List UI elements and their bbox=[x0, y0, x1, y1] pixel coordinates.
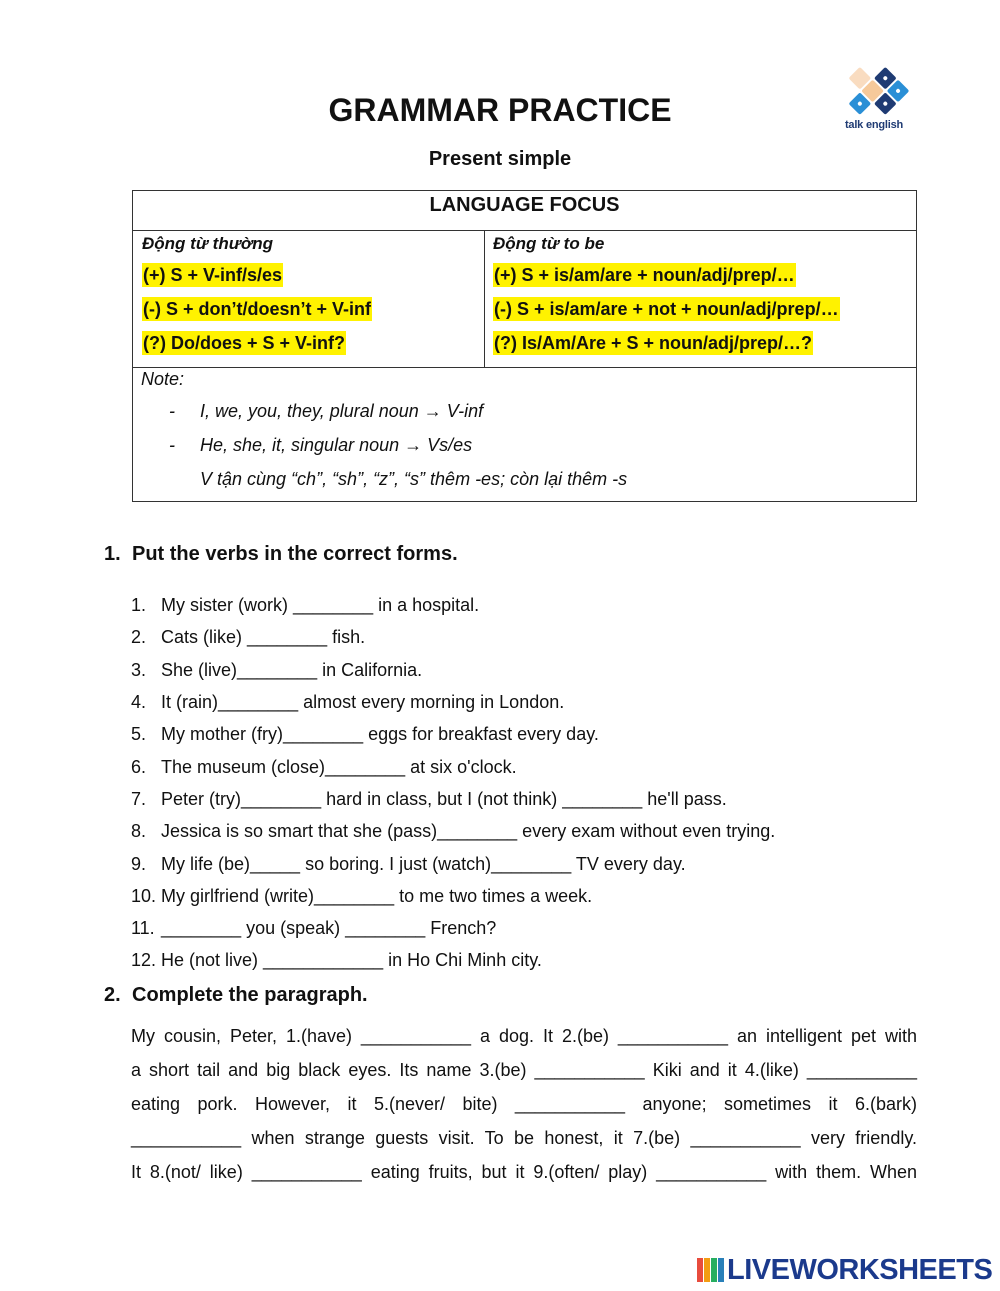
regular-verbs-cell bbox=[142, 231, 477, 367]
list-item bbox=[131, 818, 775, 844]
language-focus-heading: LANGUAGE FOCUS bbox=[133, 191, 916, 231]
item-number: 11. bbox=[131, 918, 155, 938]
note-label: Note: bbox=[141, 369, 185, 389]
regular-negative-formula: (-) S + don’t/doesn’t + V-inf bbox=[143, 299, 371, 319]
section-1-heading bbox=[104, 541, 458, 567]
to-be-cell bbox=[493, 231, 913, 367]
paragraph-line: My cousin, Peter, 1.(have) ___________ a dog. It 2.(be) ___________ an intelligent pet with bbox=[131, 1026, 917, 1046]
list-item bbox=[131, 754, 517, 780]
to-be-heading: Động từ to be bbox=[493, 234, 605, 253]
list-item bbox=[131, 721, 599, 747]
item-text: My sister (work) ________ in a hospital. bbox=[161, 595, 480, 615]
item-text: Cats (like) ________ fish. bbox=[161, 627, 366, 647]
section-2-heading bbox=[104, 982, 368, 1008]
item-text: Jessica is so smart that she (pass)________ every exam without even trying. bbox=[161, 821, 776, 841]
section-1-title: Put the verbs in the correct forms. bbox=[132, 543, 458, 565]
note-dash: - bbox=[169, 401, 175, 421]
note-dash: - bbox=[169, 435, 175, 455]
paragraph-line: ___________ when strange guests visit. To be honest, it 7.(be) ___________ very friendly. bbox=[131, 1128, 917, 1148]
page-title: GRAMMAR PRACTICE bbox=[328, 92, 672, 128]
list-item bbox=[131, 915, 496, 941]
regular-positive-formula: (+) S + V-inf/s/es bbox=[143, 265, 283, 285]
logo-text: talk english bbox=[844, 119, 904, 131]
item-number: 6. bbox=[131, 757, 147, 777]
item-number: 9. bbox=[131, 854, 147, 874]
paragraph-line: eating pork. However, it 5.(never/ bite) ___________ anyone; sometimes it 6.(bark) bbox=[131, 1094, 917, 1114]
item-number: 4. bbox=[131, 692, 147, 712]
list-item bbox=[131, 851, 686, 877]
brand-text: LIVEWORKSHEETS bbox=[727, 1254, 993, 1286]
item-text: Peter (try)________ hard in class, but I (not think) ________ he'll pass. bbox=[161, 789, 727, 809]
regular-question-formula: (?) Do/does + S + V-inf? bbox=[143, 333, 346, 353]
list-item bbox=[131, 786, 727, 812]
item-number: 10. bbox=[131, 886, 157, 906]
item-number: 12. bbox=[131, 950, 157, 970]
item-text: ________ you (speak) ________ French? bbox=[161, 918, 497, 938]
list-item bbox=[131, 657, 422, 683]
item-text: My life (be)_____ so boring. I just (watch)________ TV every day. bbox=[161, 854, 686, 874]
item-number: 5. bbox=[131, 724, 147, 744]
list-item bbox=[131, 689, 564, 715]
list-item bbox=[131, 883, 592, 909]
list-item bbox=[131, 947, 542, 973]
item-text: It (rain)________ almost every morning in London. bbox=[161, 692, 565, 712]
item-number: 1. bbox=[131, 595, 147, 615]
to-be-question-formula: (?) Is/Am/Are + S + noun/adj/prep/…? bbox=[494, 333, 813, 353]
row-divider bbox=[133, 367, 916, 368]
exercise-2-paragraph bbox=[131, 1019, 917, 1189]
item-text: He (not live) ____________ in Ho Chi Minh city. bbox=[161, 950, 542, 970]
item-number: 2. bbox=[131, 627, 147, 647]
liveworksheets-logo-icon bbox=[697, 1258, 725, 1282]
column-divider bbox=[484, 231, 485, 368]
to-be-positive-formula: (+) S + is/am/are + noun/adj/prep/… bbox=[494, 265, 795, 285]
item-number: 7. bbox=[131, 789, 147, 809]
regular-verbs-heading: Động từ thường bbox=[142, 234, 274, 253]
item-number: 8. bbox=[131, 821, 147, 841]
item-text: She (live)________ in California. bbox=[161, 660, 423, 680]
item-number: 3. bbox=[131, 660, 147, 680]
page-subtitle: Present simple bbox=[428, 148, 572, 170]
item-text: My mother (fry)________ eggs for breakfast every day. bbox=[161, 724, 599, 744]
paragraph-line: It 8.(not/ like) ___________ eating fruits, but it 9.(often/ play) ___________ with them. When bbox=[131, 1162, 917, 1182]
note-text: He, she, it, singular noun → Vs/es bbox=[200, 435, 473, 455]
paragraph-line: a short tail and big black eyes. Its name 3.(be) ___________ Kiki and it 4.(like) ___________ bbox=[131, 1060, 917, 1080]
section-2-number: 2. bbox=[104, 984, 121, 1006]
section-2-title: Complete the paragraph. bbox=[132, 984, 368, 1006]
item-text: The museum (close)________ at six o'clock. bbox=[161, 757, 517, 777]
list-item bbox=[131, 592, 479, 618]
note-text: I, we, you, they, plural noun → V-inf bbox=[200, 401, 484, 421]
item-text: My girlfriend (write)________ to me two times a week. bbox=[161, 886, 593, 906]
note-extra: V tận cùng “ch”, “sh”, “z”, “s” thêm -es; còn lại thêm -s bbox=[200, 469, 628, 489]
list-item bbox=[131, 624, 365, 650]
to-be-negative-formula: (-) S + is/am/are + not + noun/adj/prep/… bbox=[494, 299, 839, 319]
section-1-number: 1. bbox=[104, 543, 121, 565]
